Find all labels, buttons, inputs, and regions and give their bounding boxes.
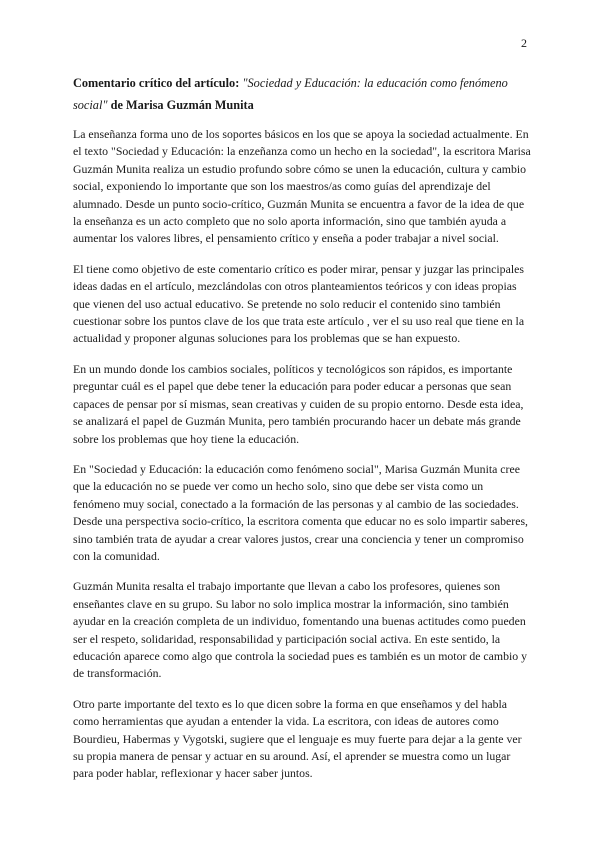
paragraph: La enseñanza forma uno de los soportes básicos en los que se apoya la sociedad actualmente. En el texto "Sociedad y Educación: la enzeñanza como un hecho en la sociedad", la escritora Marisa Guzmán Munita realiza un estudio profundo sobre cómo se unen la educación, cultura y cambio social, exponiendo lo importante que son los maestros/as como guías del aprendizaje del alumnado. Desde un punto socio-crítico, Guzmán Munita se encuentra a favor de la idea de que la enseñanza es un acto completo que no solo aporta información, sino que también ayuda a aumentar los valores libres, el pensamiento crítico y enseña a poder trabajar a nivel social. bbox=[73, 127, 531, 246]
title-article: "Sociedad y Educación: la educación como fenómeno social" bbox=[73, 76, 508, 112]
paragraph: Otro parte importante del texto es lo que dicen sobre la forma en que enseñamos y del habla como herramientas que ayudan a entender la vida. La escritora, con ideas de autores como Bourdieu, Habermas y Vygotski, sugiere que el lenguaje es muy fuerte para dejar a la gente ver su propia manera de pensar y actuar en su around. Así, el aprender se muestra como un lugar para poder hablar, reflexionar y hacer saber juntos. bbox=[73, 696, 522, 781]
title-prefix: Comentario crítico del artículo: bbox=[73, 76, 240, 90]
document-title bbox=[73, 72, 533, 116]
paragraph: Guzmán Munita resalta el trabajo importante que llevan a cabo los profesores, quienes son enseñantes clave en su grupo. Su labor no solo implica mostrar la información, sino también ayudar en la creación completa de un individuo, fomentando una buenas actitudes como pueden ser el respeto, solidaridad, responsabilidad y participación social activa. En este sentido, la educación aparece como algo que controla la sociedad pues es también es un motor de cambio y de transformación. bbox=[73, 579, 528, 681]
document-body bbox=[73, 126, 531, 796]
paragraph: En un mundo donde los cambios sociales, políticos y tecnológicos son rápidos, es importante preguntar cuál es el papel que debe tener la educación para poder educar a personas que sean capaces de pensar por sí mismas, sean creativas y cuiden de su propio entorno. Desde esta idea, se analizará el papel de Guzmán Munita, pero también procurando hacer un debate más grande sobre los problemas que hoy tiene la educación. bbox=[73, 361, 524, 446]
paragraph: En "Sociedad y Educación: la educación como fenómeno social", Marisa Guzmán Munita cree que la educación no se puede ver como un hecho solo, sino que debe ser vista como un fenómeno muy social, conectado a la formación de las personas y al cambio de las sociedades. Desde una perspectiva socio-crítico, la escritora comenta que educar no es solo impartir saberes, sino también trata de ayudar a crear valores justos, crear una conciencia y tener un compromiso con la comunidad. bbox=[73, 461, 528, 563]
page-number: 2 bbox=[521, 36, 527, 50]
title-author: de Marisa Guzmán Munita bbox=[110, 98, 254, 112]
paragraph: El tiene como objetivo de este comentario crítico es poder mirar, pensar y juzgar las principales ideas dadas en el artículo, mezclándolas con otros planteamientos teóricos y con ideas propias que vienen del uso actual educativo. Se pretende no solo reducir el contenido sino también cuestionar sobre los puntos clave de los que trata este artículo , ver el su uso real que tiene en la actualidad y proponer algunas soluciones para los problemas que se han expuesto. bbox=[73, 261, 525, 346]
